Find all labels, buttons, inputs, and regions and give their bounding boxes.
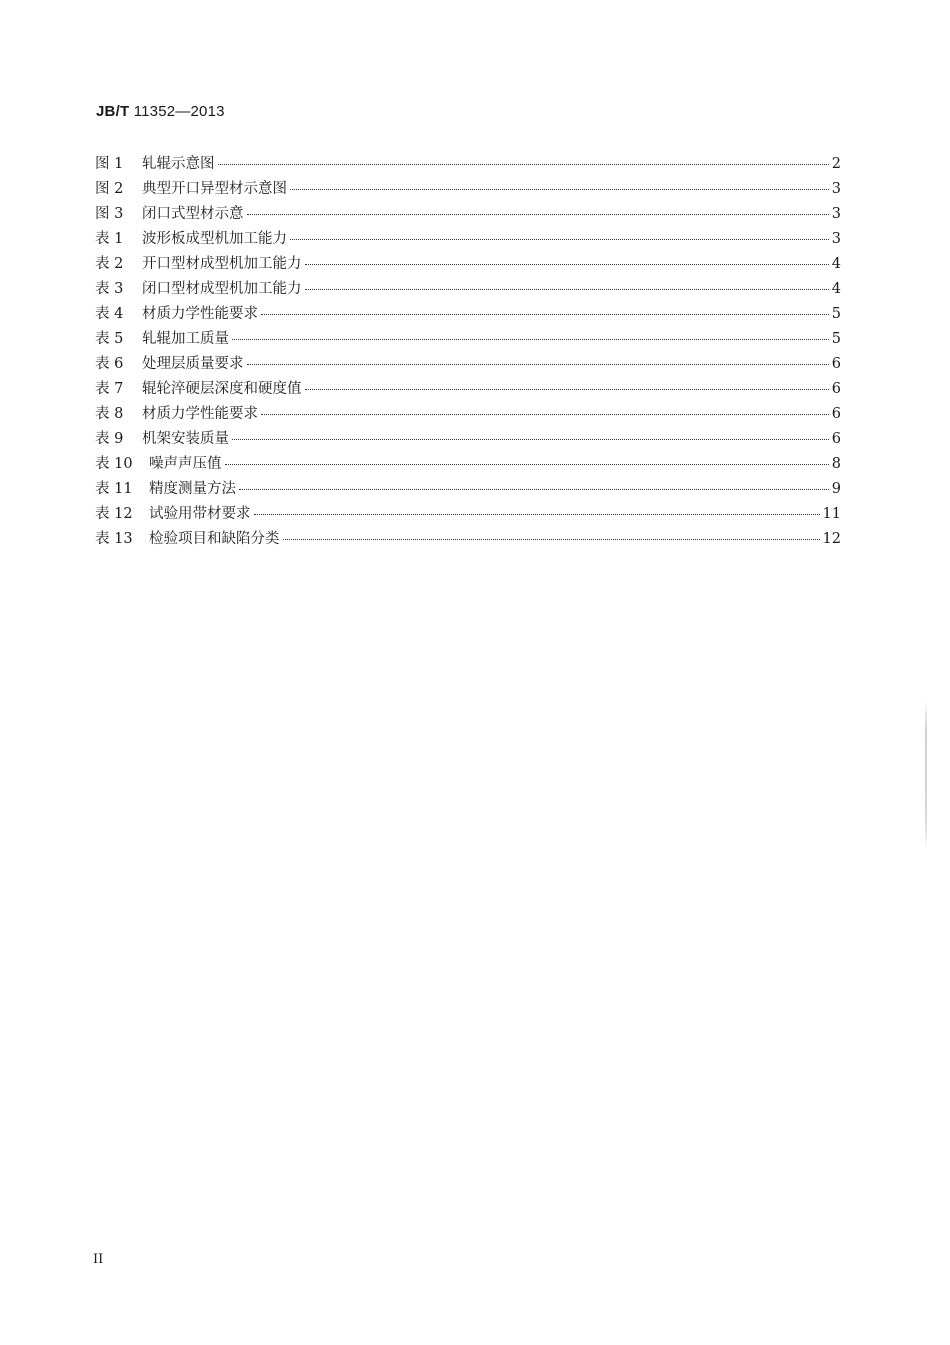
figure-table-list	[95, 152, 841, 552]
toc-entry[interactable]	[95, 177, 841, 202]
dot-leader	[305, 289, 829, 290]
dot-leader	[261, 414, 829, 415]
entry-title: 辊轮淬硬层深度和硬度值	[142, 381, 302, 397]
dot-leader	[218, 164, 829, 165]
entry-label: 表 7	[95, 381, 124, 397]
standard-number: 11352—2013	[133, 103, 225, 120]
dot-leader	[261, 314, 829, 315]
standard-header	[96, 103, 225, 120]
entry-title: 精度测量方法	[149, 481, 236, 497]
dot-leader	[239, 489, 829, 490]
toc-entry[interactable]	[95, 227, 841, 252]
entry-label: 图 1	[95, 156, 124, 172]
entry-title: 典型开口异型材示意图	[142, 181, 287, 197]
entry-title: 处理层质量要求	[142, 356, 244, 372]
entry-page: 12	[822, 531, 841, 547]
toc-entry[interactable]	[95, 302, 841, 327]
entry-page: 3	[831, 231, 841, 247]
entry-title: 轧辊加工质量	[142, 331, 229, 347]
entry-label: 表 4	[95, 306, 124, 322]
entry-title: 开口型材成型机加工能力	[142, 256, 302, 272]
entry-title: 轧辊示意图	[142, 156, 215, 172]
standard-prefix: JB/T	[96, 103, 130, 120]
dot-leader	[290, 239, 829, 240]
entry-title: 检验项目和缺陷分类	[149, 531, 280, 547]
entry-label: 图 3	[95, 206, 124, 222]
entry-title: 机架安装质量	[142, 431, 229, 447]
entry-page: 5	[831, 331, 841, 347]
entry-label: 表 2	[95, 256, 124, 272]
entry-page: 4	[831, 281, 841, 297]
page-number: II	[93, 1252, 104, 1267]
toc-entry[interactable]	[95, 152, 841, 177]
entry-page: 6	[831, 381, 841, 397]
entry-page: 3	[831, 181, 841, 197]
dot-leader	[290, 189, 829, 190]
toc-entry[interactable]	[95, 327, 841, 352]
entry-label: 表 13	[95, 531, 133, 547]
entry-title: 闭口式型材示意	[142, 206, 244, 222]
toc-entry[interactable]	[95, 527, 841, 552]
toc-entry[interactable]	[95, 352, 841, 377]
dot-leader	[232, 339, 829, 340]
entry-title: 噪声声压值	[149, 456, 222, 472]
dot-leader	[232, 439, 829, 440]
entry-label: 表 12	[95, 506, 133, 522]
entry-title: 材质力学性能要求	[142, 406, 258, 422]
entry-label: 表 3	[95, 281, 124, 297]
entry-label: 表 11	[95, 481, 133, 497]
toc-entry[interactable]	[95, 477, 841, 502]
dot-leader	[305, 389, 829, 390]
entry-title: 试验用带材要求	[149, 506, 251, 522]
entry-title: 材质力学性能要求	[142, 306, 258, 322]
entry-page: 6	[831, 431, 841, 447]
entry-page: 5	[831, 306, 841, 322]
entry-page: 8	[831, 456, 841, 472]
dot-leader	[254, 514, 820, 515]
toc-entry[interactable]	[95, 402, 841, 427]
entry-label: 表 1	[95, 231, 124, 247]
entry-label: 图 2	[95, 181, 124, 197]
toc-entry[interactable]	[95, 502, 841, 527]
dot-leader	[247, 214, 829, 215]
entry-label: 表 8	[95, 406, 124, 422]
entry-page: 6	[831, 406, 841, 422]
entry-title: 波形板成型机加工能力	[142, 231, 287, 247]
toc-entry[interactable]	[95, 252, 841, 277]
entry-title: 闭口型材成型机加工能力	[142, 281, 302, 297]
entry-label: 表 6	[95, 356, 124, 372]
entry-page: 11	[822, 506, 841, 522]
toc-entry[interactable]	[95, 277, 841, 302]
toc-entry[interactable]	[95, 377, 841, 402]
scan-edge-mark	[925, 700, 927, 850]
entry-label: 表 5	[95, 331, 124, 347]
entry-label: 表 9	[95, 431, 124, 447]
entry-page: 9	[831, 481, 841, 497]
entry-page: 6	[831, 356, 841, 372]
entry-page: 2	[831, 156, 841, 172]
dot-leader	[305, 264, 829, 265]
dot-leader	[283, 539, 820, 540]
dot-leader	[225, 464, 829, 465]
toc-entry[interactable]	[95, 202, 841, 227]
entry-page: 3	[831, 206, 841, 222]
dot-leader	[247, 364, 829, 365]
entry-page: 4	[831, 256, 841, 272]
toc-entry[interactable]	[95, 427, 841, 452]
entry-label: 表 10	[95, 456, 133, 472]
toc-entry[interactable]	[95, 452, 841, 477]
